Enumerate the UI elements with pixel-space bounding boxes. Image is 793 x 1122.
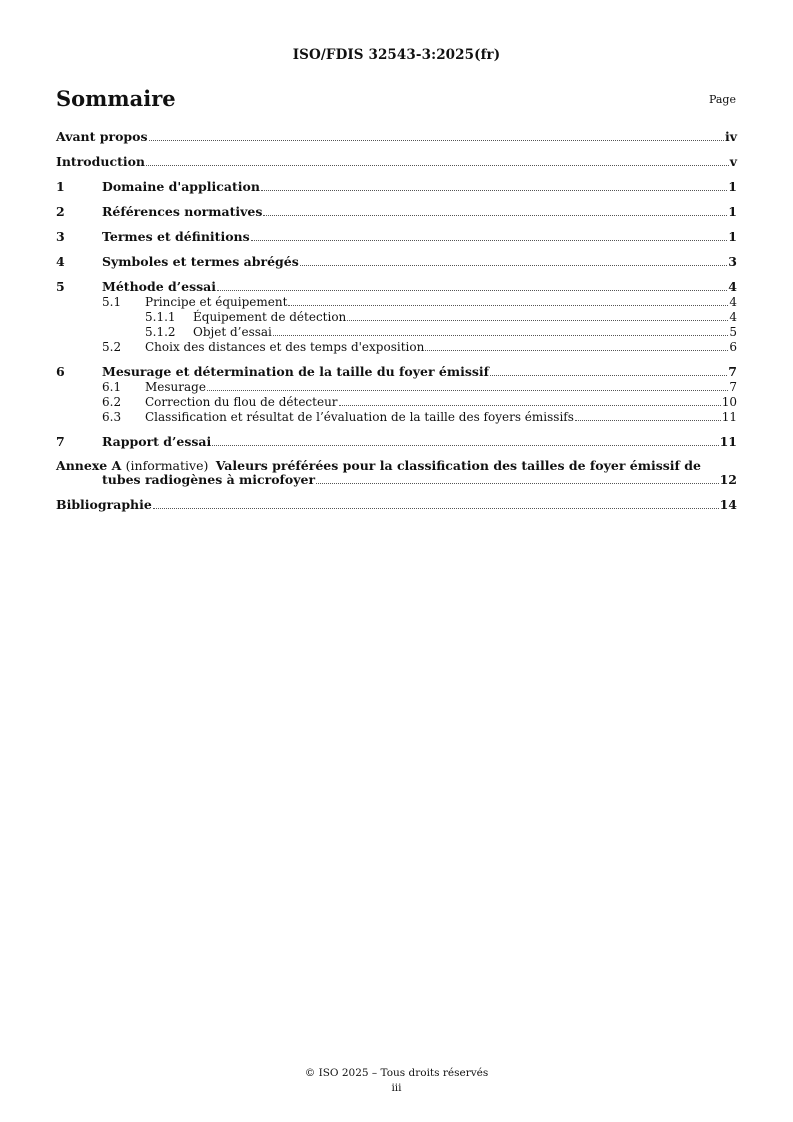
copyright-notice: © ISO 2025 – Tous droits réservés: [304, 1067, 489, 1079]
leader-dots: [263, 214, 727, 216]
annex-qualifier: (informative): [125, 458, 209, 473]
toc-number: 6.1: [102, 380, 122, 394]
leader-dots: [273, 334, 728, 336]
toc-page: 4: [729, 295, 737, 309]
leader-dots: [149, 139, 724, 141]
toc-label: Avant propos: [56, 129, 148, 144]
toc-label: Mesurage et détermination de la taille du foyer émissif: [102, 364, 490, 379]
toc-number: 6: [56, 364, 65, 379]
leader-dots: [300, 264, 728, 266]
toc-entry-section-6-3[interactable]: [56, 411, 737, 424]
toc-label: Mesurage: [145, 380, 206, 394]
toc-label: Choix des distances et des temps d'exposition: [145, 340, 425, 354]
toc-number: 3: [56, 229, 65, 244]
toc-entry-section-5-1-2[interactable]: [56, 326, 737, 339]
toc-page: iv: [724, 129, 737, 144]
toc-page: 3: [728, 254, 737, 269]
leader-dots: [425, 349, 728, 351]
table-of-contents: [56, 130, 737, 512]
toc-entry-section-7[interactable]: [56, 435, 737, 449]
toc-page: 14: [719, 497, 737, 512]
toc-label: Domaine d'application: [102, 179, 260, 194]
toc-entry-section-2[interactable]: [56, 205, 737, 219]
toc-page: 11: [719, 434, 737, 449]
page-footer: [0, 1066, 793, 1096]
leader-dots: [490, 374, 727, 376]
leader-dots: [339, 404, 721, 406]
toc-entry-section-4[interactable]: [56, 255, 737, 269]
toc-number: 1: [56, 179, 65, 194]
toc-entry-section-1[interactable]: [56, 180, 737, 194]
toc-number: 4: [56, 254, 65, 269]
toc-number: 5.1.1: [145, 310, 176, 324]
toc-number: 5.2: [102, 340, 122, 354]
toc-number: 5: [56, 279, 65, 294]
toc-page: 12: [719, 472, 737, 487]
toc-label: Équipement de détection: [193, 310, 347, 324]
toc-entry-section-5-1-1[interactable]: [56, 311, 737, 324]
toc-entry-annex-a[interactable]: [56, 458, 737, 487]
toc-label: Termes et définitions: [102, 229, 250, 244]
toc-page: 4: [728, 279, 737, 294]
toc-label: Références normatives: [102, 204, 263, 219]
annex-first-line: [56, 458, 737, 473]
toc-entry-section-6-1[interactable]: [56, 381, 737, 394]
toc-label: Correction du flou de détecteur: [145, 395, 338, 409]
leader-dots: [153, 507, 719, 509]
toc-label: Méthode d’essai: [102, 279, 217, 294]
page-number: iii: [391, 1082, 402, 1094]
toc-page: v: [729, 154, 737, 169]
leader-dots: [288, 304, 728, 306]
toc-entry-section-3[interactable]: [56, 230, 737, 244]
leader-dots: [575, 419, 721, 421]
annex-second-line: [102, 473, 737, 487]
toc-label: Bibliographie: [56, 497, 152, 512]
document-id-header: ISO/FDIS 32543-3:2025(fr): [292, 47, 501, 63]
toc-entry-section-6[interactable]: [56, 365, 737, 379]
page-column-label: Page: [708, 93, 736, 106]
toc-entry-section-5-1[interactable]: [56, 296, 737, 309]
toc-entry-bibliographie[interactable]: [56, 498, 737, 512]
leader-dots: [207, 389, 728, 391]
toc-number: 5.1.2: [145, 325, 176, 339]
leader-dots: [217, 289, 727, 291]
toc-label: Introduction: [56, 154, 146, 169]
leader-dots: [261, 189, 727, 191]
annex-title-line2: tubes radiogènes à microfoyer: [102, 472, 316, 487]
toc-page: 10: [721, 395, 737, 409]
leader-dots: [251, 239, 728, 241]
toc-page: 1: [728, 229, 737, 244]
toc-number: 2: [56, 204, 65, 219]
toc-number: 6.3: [102, 410, 122, 424]
toc-page: 1: [728, 179, 737, 194]
toc-entry-avant-propos[interactable]: [56, 130, 737, 144]
toc-number: 6.2: [102, 395, 122, 409]
toc-number: 5.1: [102, 295, 122, 309]
toc-label: Symboles et termes abrégés: [102, 254, 299, 269]
annex-title-line1: Valeurs préférées pour la classification des tailles de foyer émissif de: [215, 458, 701, 473]
toc-entry-introduction[interactable]: [56, 155, 737, 169]
toc-page: 4: [729, 310, 737, 324]
toc-page: 6: [729, 340, 737, 354]
toc-entry-section-5-2[interactable]: [56, 341, 737, 354]
toc-entry-section-5[interactable]: [56, 280, 737, 294]
toc-label: Rapport d’essai: [102, 434, 212, 449]
leader-dots: [347, 319, 728, 321]
toc-page: 7: [728, 364, 737, 379]
leader-dots: [316, 482, 719, 484]
leader-dots: [212, 444, 718, 446]
toc-label: Principe et équipement: [145, 295, 288, 309]
toc-page: 5: [729, 325, 737, 339]
toc-page: 11: [721, 410, 737, 424]
toc-label: Objet d’essai: [193, 325, 272, 339]
toc-page: 1: [728, 204, 737, 219]
toc-page: 7: [729, 380, 737, 394]
toc-label: Classification et résultat de l’évaluation de la taille des foyers émissifs: [145, 410, 574, 424]
toc-number: 7: [56, 434, 65, 449]
annex-prefix: Annexe A: [56, 458, 122, 473]
toc-entry-section-6-2[interactable]: [56, 396, 737, 409]
page-title: Sommaire: [56, 86, 176, 111]
leader-dots: [146, 164, 729, 166]
